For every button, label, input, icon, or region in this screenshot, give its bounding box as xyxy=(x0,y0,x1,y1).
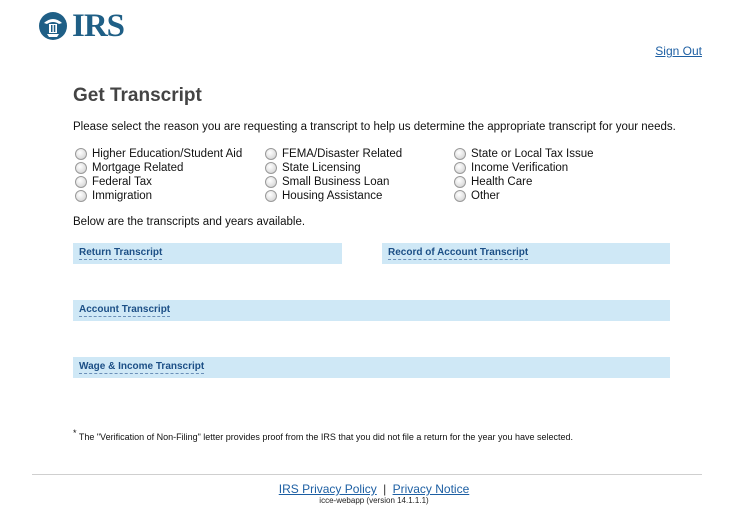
radio-button-icon[interactable] xyxy=(265,176,277,188)
reason-option-small-business[interactable] xyxy=(265,175,402,189)
reason-label: Higher Education/Student Aid xyxy=(92,148,243,160)
reason-option-income-verification[interactable] xyxy=(454,161,594,175)
reason-column-1 xyxy=(75,147,242,203)
irs-eagle-logo-icon xyxy=(38,11,68,41)
radio-button-icon[interactable] xyxy=(265,148,277,160)
footer-divider xyxy=(32,474,702,475)
reason-option-other[interactable] xyxy=(454,189,594,203)
reason-column-3 xyxy=(454,147,594,203)
reason-label: Income Verification xyxy=(471,162,569,174)
reason-option-state-local-tax[interactable] xyxy=(454,147,594,161)
reason-option-health-care[interactable] xyxy=(454,175,594,189)
reason-option-state-licensing[interactable] xyxy=(265,161,402,175)
radio-button-icon[interactable] xyxy=(454,162,466,174)
radio-button-icon[interactable] xyxy=(265,162,277,174)
reason-column-2 xyxy=(265,147,402,203)
reason-label: Immigration xyxy=(92,190,153,202)
page-title: Get Transcript xyxy=(73,85,202,106)
reason-label: Small Business Loan xyxy=(282,176,390,188)
non-filing-note xyxy=(73,428,573,442)
footer-links xyxy=(0,482,748,496)
footer-separator: | xyxy=(383,482,387,496)
transcripts-intro: Below are the transcripts and years available. xyxy=(73,216,306,228)
reason-label: FEMA/Disaster Related xyxy=(282,148,403,160)
radio-button-icon[interactable] xyxy=(75,190,87,202)
reason-option-immigration[interactable] xyxy=(75,189,242,203)
note-marker: * xyxy=(73,428,77,438)
radio-button-icon[interactable] xyxy=(75,176,87,188)
version-text: icce-webapp (version 14.1.1.1) xyxy=(319,496,429,505)
sign-out-link[interactable]: Sign Out xyxy=(655,44,702,58)
reason-option-fema[interactable] xyxy=(265,147,402,161)
return-transcript-link[interactable]: Return Transcript xyxy=(79,247,163,258)
reason-label: Other xyxy=(471,190,500,202)
note-text: The "Verification of Non-Filing" letter provides proof from the IRS that you did not file a return for the year you have selected. xyxy=(76,432,573,442)
reason-label: State Licensing xyxy=(282,162,361,174)
reason-label: State or Local Tax Issue xyxy=(471,148,594,160)
record-of-account-section xyxy=(382,243,670,264)
account-transcript-link[interactable]: Account Transcript xyxy=(79,304,171,315)
reason-label: Mortgage Related xyxy=(92,162,184,174)
reason-option-federal-tax[interactable] xyxy=(75,175,242,189)
wage-income-section xyxy=(73,357,670,378)
reason-label: Federal Tax xyxy=(92,176,152,188)
reason-label: Housing Assistance xyxy=(282,190,383,202)
radio-button-icon[interactable] xyxy=(75,148,87,160)
privacy-policy-link[interactable]: IRS Privacy Policy xyxy=(278,482,377,496)
wage-income-transcript-link[interactable]: Wage & Income Transcript xyxy=(79,361,205,372)
record-of-account-transcript-link[interactable]: Record of Account Transcript xyxy=(388,247,529,258)
return-transcript-section xyxy=(73,243,342,264)
irs-logo[interactable] xyxy=(38,7,125,44)
radio-button-icon[interactable] xyxy=(454,148,466,160)
account-transcript-section xyxy=(73,300,670,321)
radio-button-icon[interactable] xyxy=(454,190,466,202)
privacy-notice-link[interactable]: Privacy Notice xyxy=(392,482,470,496)
reason-option-mortgage[interactable] xyxy=(75,161,242,175)
reason-option-higher-education[interactable] xyxy=(75,147,242,161)
radio-button-icon[interactable] xyxy=(265,190,277,202)
reason-option-housing[interactable] xyxy=(265,189,402,203)
reason-label: Health Care xyxy=(471,176,533,188)
intro-text: Please select the reason you are requesting a transcript to help us determine the appropriate transcript for your needs. xyxy=(73,121,676,133)
radio-button-icon[interactable] xyxy=(454,176,466,188)
radio-button-icon[interactable] xyxy=(75,162,87,174)
logo-text: IRS xyxy=(72,7,125,44)
